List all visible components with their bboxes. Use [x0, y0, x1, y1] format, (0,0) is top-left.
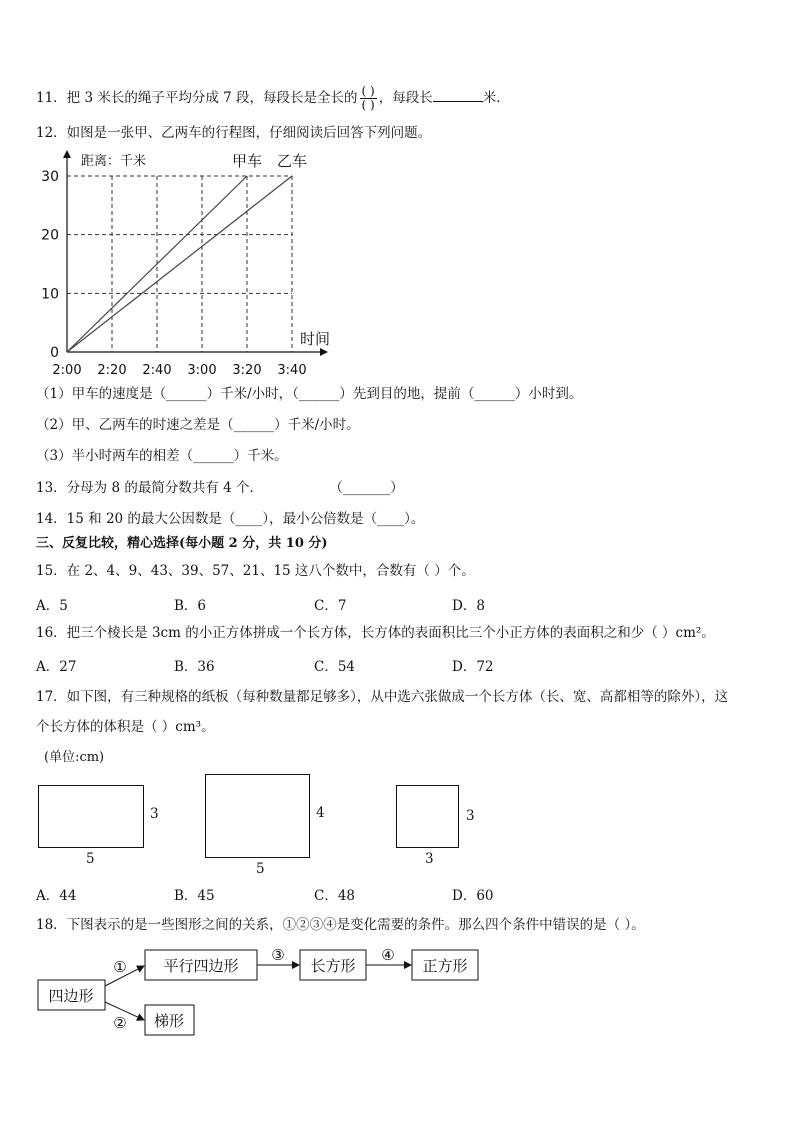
q16-option-d: D．72	[452, 659, 494, 675]
condition-2-label: ②	[113, 1014, 127, 1032]
shape-relation-diagram	[30, 942, 510, 1042]
node-square-label: 正方形	[422, 957, 468, 975]
question-12-sub2: （2）甲、乙两车的时速之差是（______）千米/小时。	[36, 417, 360, 433]
q15-option-d: D．8	[452, 598, 485, 614]
board-3-width-label: 3	[425, 851, 434, 867]
travel-chart	[30, 146, 330, 382]
q11-text-post: 米．	[482, 90, 510, 106]
q13-answer-paren: （_______）	[329, 480, 404, 496]
question-16: 16．把三个棱长是 3cm 的小正方体拼成一个长方体，长方体的表面积比三个小正方体的表面积之和少（ ）cm²。	[36, 625, 715, 641]
question-12-stem: 12．如图是一张甲、乙两车的行程图，仔细阅读后回答下列问题。	[36, 125, 432, 141]
x-tick-label-2: 2:40	[142, 363, 172, 378]
q13-text: 13．分母为 8 的最简分数共有 4 个．	[36, 480, 264, 496]
q11-text-pre: 11．把 3 米长的绳子平均分成 7 段，每段长是全长的	[36, 90, 358, 106]
condition-3-label: ③	[271, 946, 285, 964]
question-13	[36, 479, 404, 497]
condition-1-label: ①	[113, 958, 127, 976]
x-axis-arrow	[320, 348, 328, 356]
q11-fraction-denominator: ( )	[361, 98, 375, 112]
question-15: 15．在 2、4、9、43、39、57、21、15 这八个数中，合数有（ ）个。	[36, 563, 475, 579]
q11-text-mid: ，每段长	[378, 90, 433, 106]
board-1	[38, 785, 144, 848]
question-14: 14．15 和 20 的最大公因数是（____），最小公倍数是（____）。	[36, 511, 425, 527]
question-11	[36, 85, 510, 112]
y-axis-arrow	[63, 150, 71, 158]
node-quadrilateral-label: 四边形	[48, 987, 94, 1005]
x-tick-label-4: 3:20	[232, 363, 262, 378]
x-tick-label-5: 3:40	[277, 363, 307, 378]
q17-option-d: D．60	[452, 888, 494, 904]
y-axis-title: 距离：千米	[81, 154, 147, 169]
section-3-title: 三、反复比较，精心选择(每小题 2 分，共 10 分)	[36, 536, 328, 551]
q17-option-a: A．44	[36, 888, 77, 904]
question-12-sub1: （1）甲车的速度是（______）千米/小时，（______）先到目的地，提前（______）小时到。	[36, 386, 583, 402]
y-tick-label-0: 0	[50, 345, 59, 361]
x-tick-label-0: 2:00	[52, 363, 82, 378]
condition-4-label: ④	[381, 946, 395, 964]
y-tick-label-30: 30	[41, 169, 59, 185]
board-1-width-label: 5	[86, 851, 95, 867]
board-3	[396, 785, 459, 848]
chart-lines	[67, 176, 292, 352]
y-tick-label-20: 20	[41, 227, 59, 244]
board-3-height-label: 3	[466, 808, 475, 824]
board-2-height-label: 4	[316, 805, 325, 821]
q17-option-c: C．48	[314, 888, 356, 904]
x-tick-label-3: 3:00	[187, 363, 217, 378]
q11-answer-blank	[433, 88, 483, 102]
x-axis-title: 时间	[300, 330, 330, 348]
question-12-sub3: （3）半小时两车的相差（______）千米。	[36, 448, 288, 464]
q16-option-a: A．27	[36, 659, 77, 675]
node-parallelogram-label: 平行四边形	[163, 957, 239, 975]
series-label-2: 乙车	[276, 152, 308, 170]
question-17-line1: 17．如下图，有三种规格的纸板（每种数量都足够多），从中选六张做成一个长方体（长、宽、高都相等的除外），这	[36, 689, 729, 705]
y-tick-label-10: 10	[41, 286, 59, 303]
q16-option-b: B．36	[174, 659, 215, 675]
q15-option-a: A．5	[36, 598, 68, 614]
q16-option-c: C．54	[314, 659, 356, 675]
q17-option-b: B．45	[174, 888, 215, 904]
series-line-2	[67, 176, 292, 352]
node-trapezoid-label: 梯形	[153, 1012, 185, 1030]
board-2	[205, 774, 310, 858]
q15-option-b: B．6	[174, 598, 207, 614]
node-rectangle-label: 长方形	[310, 957, 356, 975]
chart-axes	[63, 150, 328, 356]
chart-labels	[41, 152, 330, 378]
board-2-width-label: 5	[256, 861, 265, 877]
q17-unit-label: (单位:cm)	[44, 750, 105, 765]
question-17-line2: 个长方体的体积是（ ）cm³。	[36, 719, 215, 735]
q15-option-c: C．7	[314, 598, 347, 614]
board-1-height-label: 3	[150, 806, 159, 822]
x-tick-label-1: 2:20	[97, 363, 127, 378]
series-label-1: 甲车	[231, 152, 263, 170]
q11-fraction-numerator: ( )	[361, 84, 375, 98]
question-18: 18．下图表示的是一些图形之间的关系，①②③④是变化需要的条件。那么四个条件中错误的是（ ）。	[36, 917, 645, 933]
q11-fraction-blank	[360, 85, 377, 112]
